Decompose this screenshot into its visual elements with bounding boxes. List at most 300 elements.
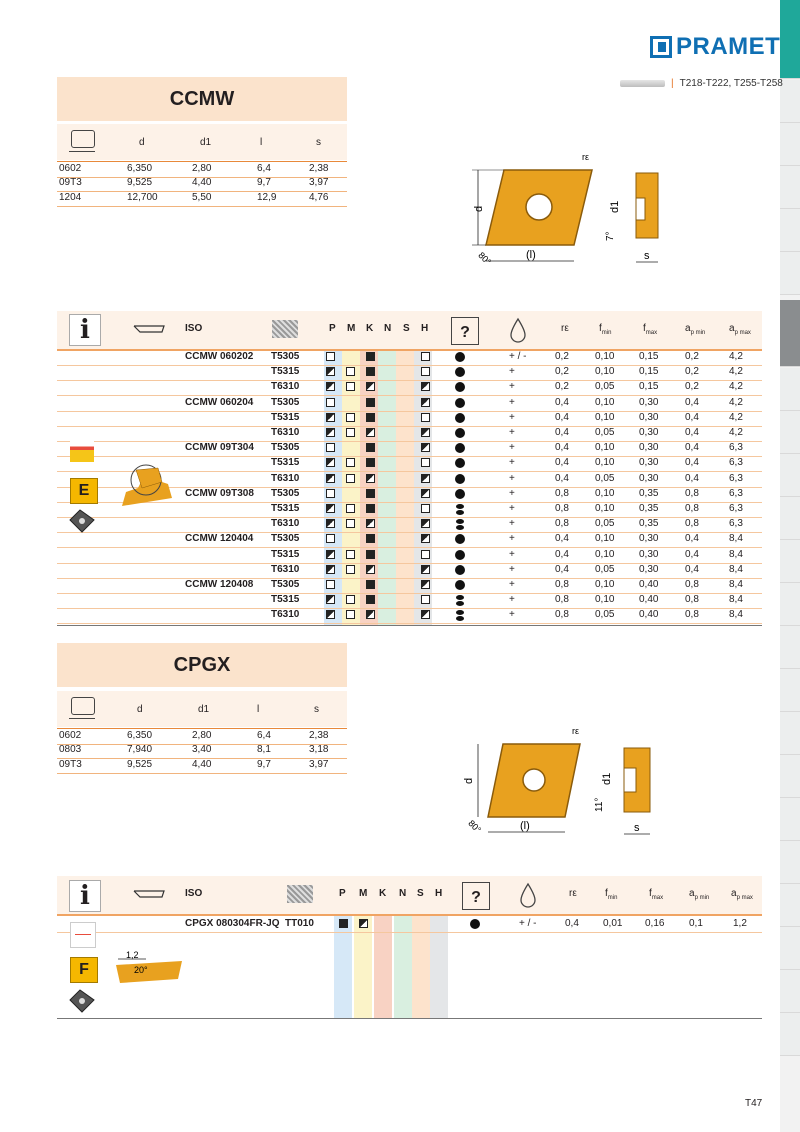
m-suitability: [346, 428, 355, 437]
feed-max: 0,16: [645, 918, 665, 929]
h-suitability: [421, 489, 430, 498]
clearance: +: [509, 503, 515, 514]
feed-max: 0,40: [639, 609, 659, 621]
insert-hole: [523, 769, 545, 791]
p-suitability: [326, 474, 335, 483]
m-suitability: [346, 413, 355, 422]
insert-shape-icon: [71, 130, 95, 148]
depth-max: 4,2: [729, 366, 743, 378]
col-n: N: [399, 888, 407, 899]
k-suitability: [366, 534, 375, 543]
corner-radius: 0,4: [555, 548, 569, 560]
dim-row: [57, 743, 347, 759]
clearance: +: [509, 609, 515, 621]
p-suitability: [326, 595, 335, 604]
clearance: +: [509, 381, 515, 393]
col-n: N: [384, 323, 392, 334]
col-d: d: [139, 137, 145, 148]
product-row[interactable]: [57, 396, 762, 412]
corner-radius: 0,4: [555, 472, 569, 484]
clearance: +: [509, 411, 515, 423]
dim-cell: 2,80: [192, 730, 212, 741]
col-k: K: [366, 323, 374, 334]
feed-min: 0,01: [603, 918, 623, 929]
coolant-indicator: [455, 398, 465, 408]
col-h: H: [421, 323, 429, 334]
feed-max: 0,15: [639, 366, 659, 378]
k-suitability: [366, 382, 375, 391]
feed-min: 0,10: [595, 366, 615, 378]
depth-max: 1,2: [733, 918, 747, 929]
depth-max: 6,3: [729, 503, 743, 514]
cpgx-insert-diagram: [458, 724, 668, 844]
corner-radius-label: rε: [572, 726, 580, 736]
grade: T6310: [271, 609, 300, 621]
dim-cell: 2,38: [309, 163, 329, 174]
grade: T6310: [271, 518, 300, 530]
side-tab[interactable]: [780, 970, 800, 1013]
product-row[interactable]: [57, 578, 762, 594]
chipbreaker-profile: [112, 951, 192, 987]
coolant-indicator: [455, 489, 465, 499]
info-icon[interactable]: i: [69, 314, 101, 346]
side-tab[interactable]: [780, 454, 800, 497]
side-tab[interactable]: [780, 927, 800, 970]
coolant-indicator: [455, 534, 465, 544]
dim-cell: 6,350: [127, 163, 153, 174]
corner-radius: 0,8: [555, 609, 569, 621]
chipbreaker-profile: [108, 458, 178, 510]
col-s: S: [417, 888, 424, 899]
side-tab-current[interactable]: [780, 300, 800, 367]
clearance: +: [509, 548, 515, 560]
product-row[interactable]: [57, 426, 762, 442]
coolant-indicator: [455, 428, 465, 438]
relief-angle-label: 7°: [605, 231, 616, 241]
side-tab[interactable]: [780, 123, 800, 166]
depth-max: 6,3: [729, 472, 743, 484]
h-suitability: [421, 352, 430, 361]
feed-max: 0,30: [639, 411, 659, 423]
depth-min: 0,8: [685, 609, 699, 621]
grade: T5305: [271, 487, 300, 499]
page-number: T47: [745, 1098, 763, 1109]
feed-min: 0,10: [595, 487, 615, 499]
dim-cell: 7,940: [127, 744, 153, 755]
m-suitability: [346, 458, 355, 467]
corner-radius: 0,8: [555, 594, 569, 606]
clearance: +: [509, 457, 515, 469]
grade: T5315: [271, 594, 300, 606]
brand-logo: [650, 34, 780, 60]
coolant-icon: [519, 882, 537, 908]
clearance: +: [509, 472, 515, 484]
ccmw-product-header: [57, 311, 762, 351]
p-suitability: [326, 367, 335, 376]
feed-max: 0,30: [639, 427, 659, 438]
grade: T6310: [271, 427, 300, 438]
product-row[interactable]: [57, 517, 762, 533]
angle-label: 80°: [476, 250, 494, 267]
insert-profile-icon: [132, 888, 166, 900]
grade: T5305: [271, 533, 300, 545]
dim-l-label: (l): [526, 249, 536, 261]
feed-max: 0,30: [639, 457, 659, 469]
side-tab[interactable]: [780, 755, 800, 798]
depth-max: 8,4: [729, 594, 743, 606]
side-tab[interactable]: [780, 166, 800, 209]
feed-max: 0,15: [639, 381, 659, 393]
col-k: K: [379, 888, 387, 899]
grade: T6310: [271, 472, 300, 484]
depth-min: 0,4: [685, 472, 699, 484]
coolant-indicator: [455, 413, 465, 423]
grade: T5315: [271, 548, 300, 560]
iso-code: CCMW 120404: [185, 533, 254, 545]
p-suitability: [326, 565, 335, 574]
dim-cell: 5,50: [192, 192, 212, 203]
dim-d1-label: d1: [609, 200, 621, 213]
m-suitability: [346, 550, 355, 559]
ccmw-insert-diagram: [462, 148, 672, 273]
feed-max: 0,15: [639, 351, 659, 362]
land-width-label: 1,2: [126, 951, 139, 960]
relief-angle-label: 11°: [594, 797, 605, 812]
col-d1: d1: [200, 137, 212, 148]
dim-cell: 4,40: [192, 177, 212, 188]
depth-max: 8,4: [729, 563, 743, 575]
depth-min: 0,4: [685, 427, 699, 438]
depth-max: 4,2: [729, 396, 743, 408]
dim-l-label: (l): [520, 820, 530, 832]
k-suitability: [366, 595, 375, 604]
m-suitability: [346, 504, 355, 513]
p-suitability: [326, 398, 335, 407]
info-icon[interactable]: i: [69, 880, 101, 912]
feed-max: 0,30: [639, 563, 659, 575]
feed-min: 0,05: [595, 381, 615, 393]
clearance: +: [509, 487, 515, 499]
side-tab[interactable]: [780, 209, 800, 252]
col-r: rε: [569, 888, 577, 899]
depth-max: 6,3: [729, 442, 743, 454]
clearance: +: [509, 579, 515, 590]
k-suitability: [366, 519, 375, 528]
side-tab[interactable]: [780, 540, 800, 583]
depth-min: 0,8: [685, 594, 699, 606]
depth-max: 8,4: [729, 548, 743, 560]
corner-radius: 0,4: [555, 411, 569, 423]
coolant-indicator: [455, 382, 465, 392]
corner-radius: 0,4: [555, 533, 569, 545]
h-suitability: [421, 610, 430, 619]
product-row[interactable]: [57, 380, 762, 396]
coolant-indicator: [455, 580, 465, 590]
side-tab[interactable]: [780, 1013, 800, 1056]
depth-min: 0,8: [685, 579, 699, 590]
p-suitability: [326, 382, 335, 391]
col-p: P: [339, 888, 346, 899]
corner-radius: 0,4: [555, 457, 569, 469]
col-l: l: [257, 704, 260, 715]
h-suitability: [421, 534, 430, 543]
depth-max: 6,3: [729, 518, 743, 530]
iso-code: CCMW 120408: [185, 579, 254, 590]
k-suitability: [366, 443, 375, 452]
insert-hole: [526, 194, 552, 220]
feed-max: 0,30: [639, 533, 659, 545]
product-row[interactable]: [57, 548, 762, 564]
grade: T5315: [271, 366, 300, 378]
angle-label: 80°: [466, 818, 484, 835]
m-suitability: [346, 519, 355, 528]
product-row[interactable]: [57, 365, 762, 381]
dim-cell: 4,40: [192, 759, 212, 770]
cutting-conditions-icon: ?: [451, 317, 479, 345]
dim-cell: 3,40: [192, 744, 212, 755]
col-apmin: $a_{p min}$: [685, 323, 706, 336]
h-suitability: [421, 382, 430, 391]
dim-cell: 9,525: [127, 759, 153, 770]
application-icon: [70, 440, 94, 462]
h-suitability: [421, 428, 430, 437]
clearance: +: [509, 442, 515, 454]
depth-min: 0,4: [685, 396, 699, 408]
dim-d-label: d: [473, 205, 485, 212]
grade: T6310: [271, 381, 300, 393]
dim-cell: 2,80: [192, 163, 212, 174]
m-suitability: [346, 367, 355, 376]
feed-min: 0,10: [595, 442, 615, 454]
depth-max: 4,2: [729, 351, 743, 362]
side-tab[interactable]: [780, 669, 800, 712]
dim-s-label: s: [634, 822, 640, 834]
coolant-indicator: [455, 458, 465, 468]
m-suitability: [346, 610, 355, 619]
p-suitability: [326, 443, 335, 452]
product-row[interactable]: [57, 532, 762, 548]
k-suitability: [366, 428, 375, 437]
grade: T5305: [271, 351, 300, 362]
dim-cell: 9,525: [127, 177, 153, 188]
coolant-indicator: [455, 443, 465, 453]
application-icon: [70, 922, 96, 948]
col-apmin: $a_{p min}$: [689, 888, 710, 901]
h-suitability: [421, 504, 430, 513]
product-row[interactable]: [57, 608, 762, 624]
dim-cell: 2,38: [309, 730, 329, 741]
corner-radius: 0,8: [555, 503, 569, 514]
p-suitability: [339, 919, 348, 928]
insert-3d-icon: [64, 508, 96, 534]
product-row[interactable]: [57, 411, 762, 427]
side-tab[interactable]: [780, 712, 800, 755]
dim-cell: 6,4: [257, 163, 271, 174]
depth-min: 0,4: [685, 457, 699, 469]
coolant-indicator: [455, 565, 465, 575]
insert-profile-icon: [132, 323, 166, 335]
coolant-indicator: [455, 519, 465, 529]
side-tab[interactable]: [780, 583, 800, 626]
brand-name: PRAMET: [676, 33, 781, 60]
coolant-indicator: [470, 919, 480, 929]
h-suitability: [421, 367, 430, 376]
k-suitability: [366, 580, 375, 589]
side-tab[interactable]: [780, 368, 800, 411]
p-suitability: [326, 413, 335, 422]
depth-min: 0,8: [685, 487, 699, 499]
h-suitability: [421, 595, 430, 604]
depth-min: 0,4: [685, 442, 699, 454]
p-suitability: [326, 504, 335, 513]
clearance: +: [509, 427, 515, 438]
feed-min: 0,10: [595, 548, 615, 560]
side-tab[interactable]: [780, 80, 800, 123]
depth-min: 0,2: [685, 351, 699, 362]
coolant-indicator: [455, 504, 465, 514]
p-suitability: [326, 458, 335, 467]
m-suitability: [346, 565, 355, 574]
k-suitability: [366, 489, 375, 498]
corner-radius: 0,4: [555, 563, 569, 575]
grade: T5305: [271, 579, 300, 590]
product-row[interactable]: [57, 593, 762, 609]
depth-min: 0,2: [685, 366, 699, 378]
side-tab-active-section[interactable]: [780, 0, 800, 79]
col-s: s: [314, 704, 319, 715]
depth-min: 0,4: [685, 563, 699, 575]
feed-min: 0,10: [595, 351, 615, 362]
p-suitability: [326, 352, 335, 361]
p-suitability: [326, 489, 335, 498]
insert-shape-icon: [71, 697, 95, 715]
col-r: rε: [561, 323, 569, 334]
coolant-indicator: [455, 595, 465, 605]
col-s: S: [403, 323, 410, 334]
dim-cell: 3,97: [309, 759, 329, 770]
side-tab[interactable]: [780, 841, 800, 884]
coolant-icon: [509, 317, 527, 343]
clearance: +: [509, 563, 515, 575]
k-suitability: [366, 504, 375, 513]
feed-min: 0,05: [595, 472, 615, 484]
clearance: +: [509, 366, 515, 378]
product-row[interactable]: [57, 917, 762, 933]
corner-radius: 0,4: [555, 442, 569, 454]
ccmw-table-bottom: [57, 625, 762, 626]
k-suitability: [366, 398, 375, 407]
iso-code: CCMW 060204: [185, 396, 254, 408]
coolant-indicator: [455, 352, 465, 362]
reference-text: T218-T222, T255-T258: [679, 78, 783, 89]
material-icon: [287, 885, 313, 903]
k-suitability: [366, 565, 375, 574]
feed-min: 0,10: [595, 457, 615, 469]
side-tab[interactable]: [780, 798, 800, 841]
corner-radius: 0,4: [555, 427, 569, 438]
dim-s-label: s: [644, 250, 650, 262]
dim-cell: 4,76: [309, 192, 329, 203]
product-row[interactable]: [57, 350, 762, 366]
depth-max: 8,4: [729, 579, 743, 590]
depth-min: 0,2: [685, 381, 699, 393]
side-tab[interactable]: [780, 626, 800, 669]
product-row[interactable]: [57, 563, 762, 579]
coolant-indicator: [455, 610, 465, 620]
feed-max: 0,30: [639, 442, 659, 454]
cpgx-product-header: [57, 876, 762, 916]
h-suitability: [421, 550, 430, 559]
side-tab[interactable]: [780, 884, 800, 927]
dim-cell: 3,18: [309, 744, 329, 755]
coolant-indicator: [455, 550, 465, 560]
grade: T5305: [271, 442, 300, 454]
col-fmax: $f_{max}$: [649, 888, 664, 901]
dim-row: [57, 176, 347, 192]
clearance: + / -: [509, 351, 527, 362]
m-suitability: [346, 595, 355, 604]
col-p: P: [329, 323, 336, 334]
feed-min: 0,10: [595, 396, 615, 408]
m-suitability: [346, 474, 355, 483]
dim-cell: 1204: [59, 192, 82, 203]
depth-max: 4,2: [729, 411, 743, 423]
clearance: +: [509, 518, 515, 530]
k-suitability: [366, 367, 375, 376]
p-suitability: [326, 428, 335, 437]
product-row[interactable]: [57, 441, 762, 457]
dim-cell: 0602: [59, 730, 82, 741]
corner-radius: 0,2: [555, 366, 569, 378]
h-suitability: [421, 443, 430, 452]
iso-code: CCMW 060202: [185, 351, 254, 362]
dim-cell: 9,7: [257, 177, 271, 188]
feed-max: 0,35: [639, 487, 659, 499]
side-tab-bar: [780, 0, 800, 1132]
p-suitability: [326, 610, 335, 619]
depth-max: 8,4: [729, 609, 743, 621]
col-l: l: [260, 137, 263, 148]
side-tab[interactable]: [780, 252, 800, 295]
iso-code: CPGX 080304FR-JQ: [185, 918, 280, 929]
col-m: M: [359, 888, 368, 899]
side-tab[interactable]: [780, 411, 800, 454]
corner-radius: 0,8: [555, 579, 569, 590]
col-fmin: $f_{min}$: [599, 323, 612, 336]
dim-row: [57, 191, 347, 207]
h-suitability: [421, 580, 430, 589]
side-tab[interactable]: [780, 497, 800, 540]
k-suitability: [366, 474, 375, 483]
feed-min: 0,05: [595, 518, 615, 530]
feed-min: 0,05: [595, 427, 615, 438]
dim-cell: 12,700: [127, 192, 158, 203]
depth-min: 0,8: [685, 503, 699, 514]
dim-cell: 3,97: [309, 177, 329, 188]
depth-min: 0,4: [685, 411, 699, 423]
coolant-indicator: [455, 367, 465, 377]
material-icon: [272, 320, 298, 338]
h-suitability: [421, 458, 430, 467]
depth-min: 0,4: [685, 548, 699, 560]
clearance: +: [509, 396, 515, 408]
clearance: +: [509, 533, 515, 545]
m-suitability: [346, 382, 355, 391]
k-suitability: [366, 413, 375, 422]
feed-min: 0,10: [595, 594, 615, 606]
corner-radius: 0,2: [555, 351, 569, 362]
h-suitability: [421, 474, 430, 483]
